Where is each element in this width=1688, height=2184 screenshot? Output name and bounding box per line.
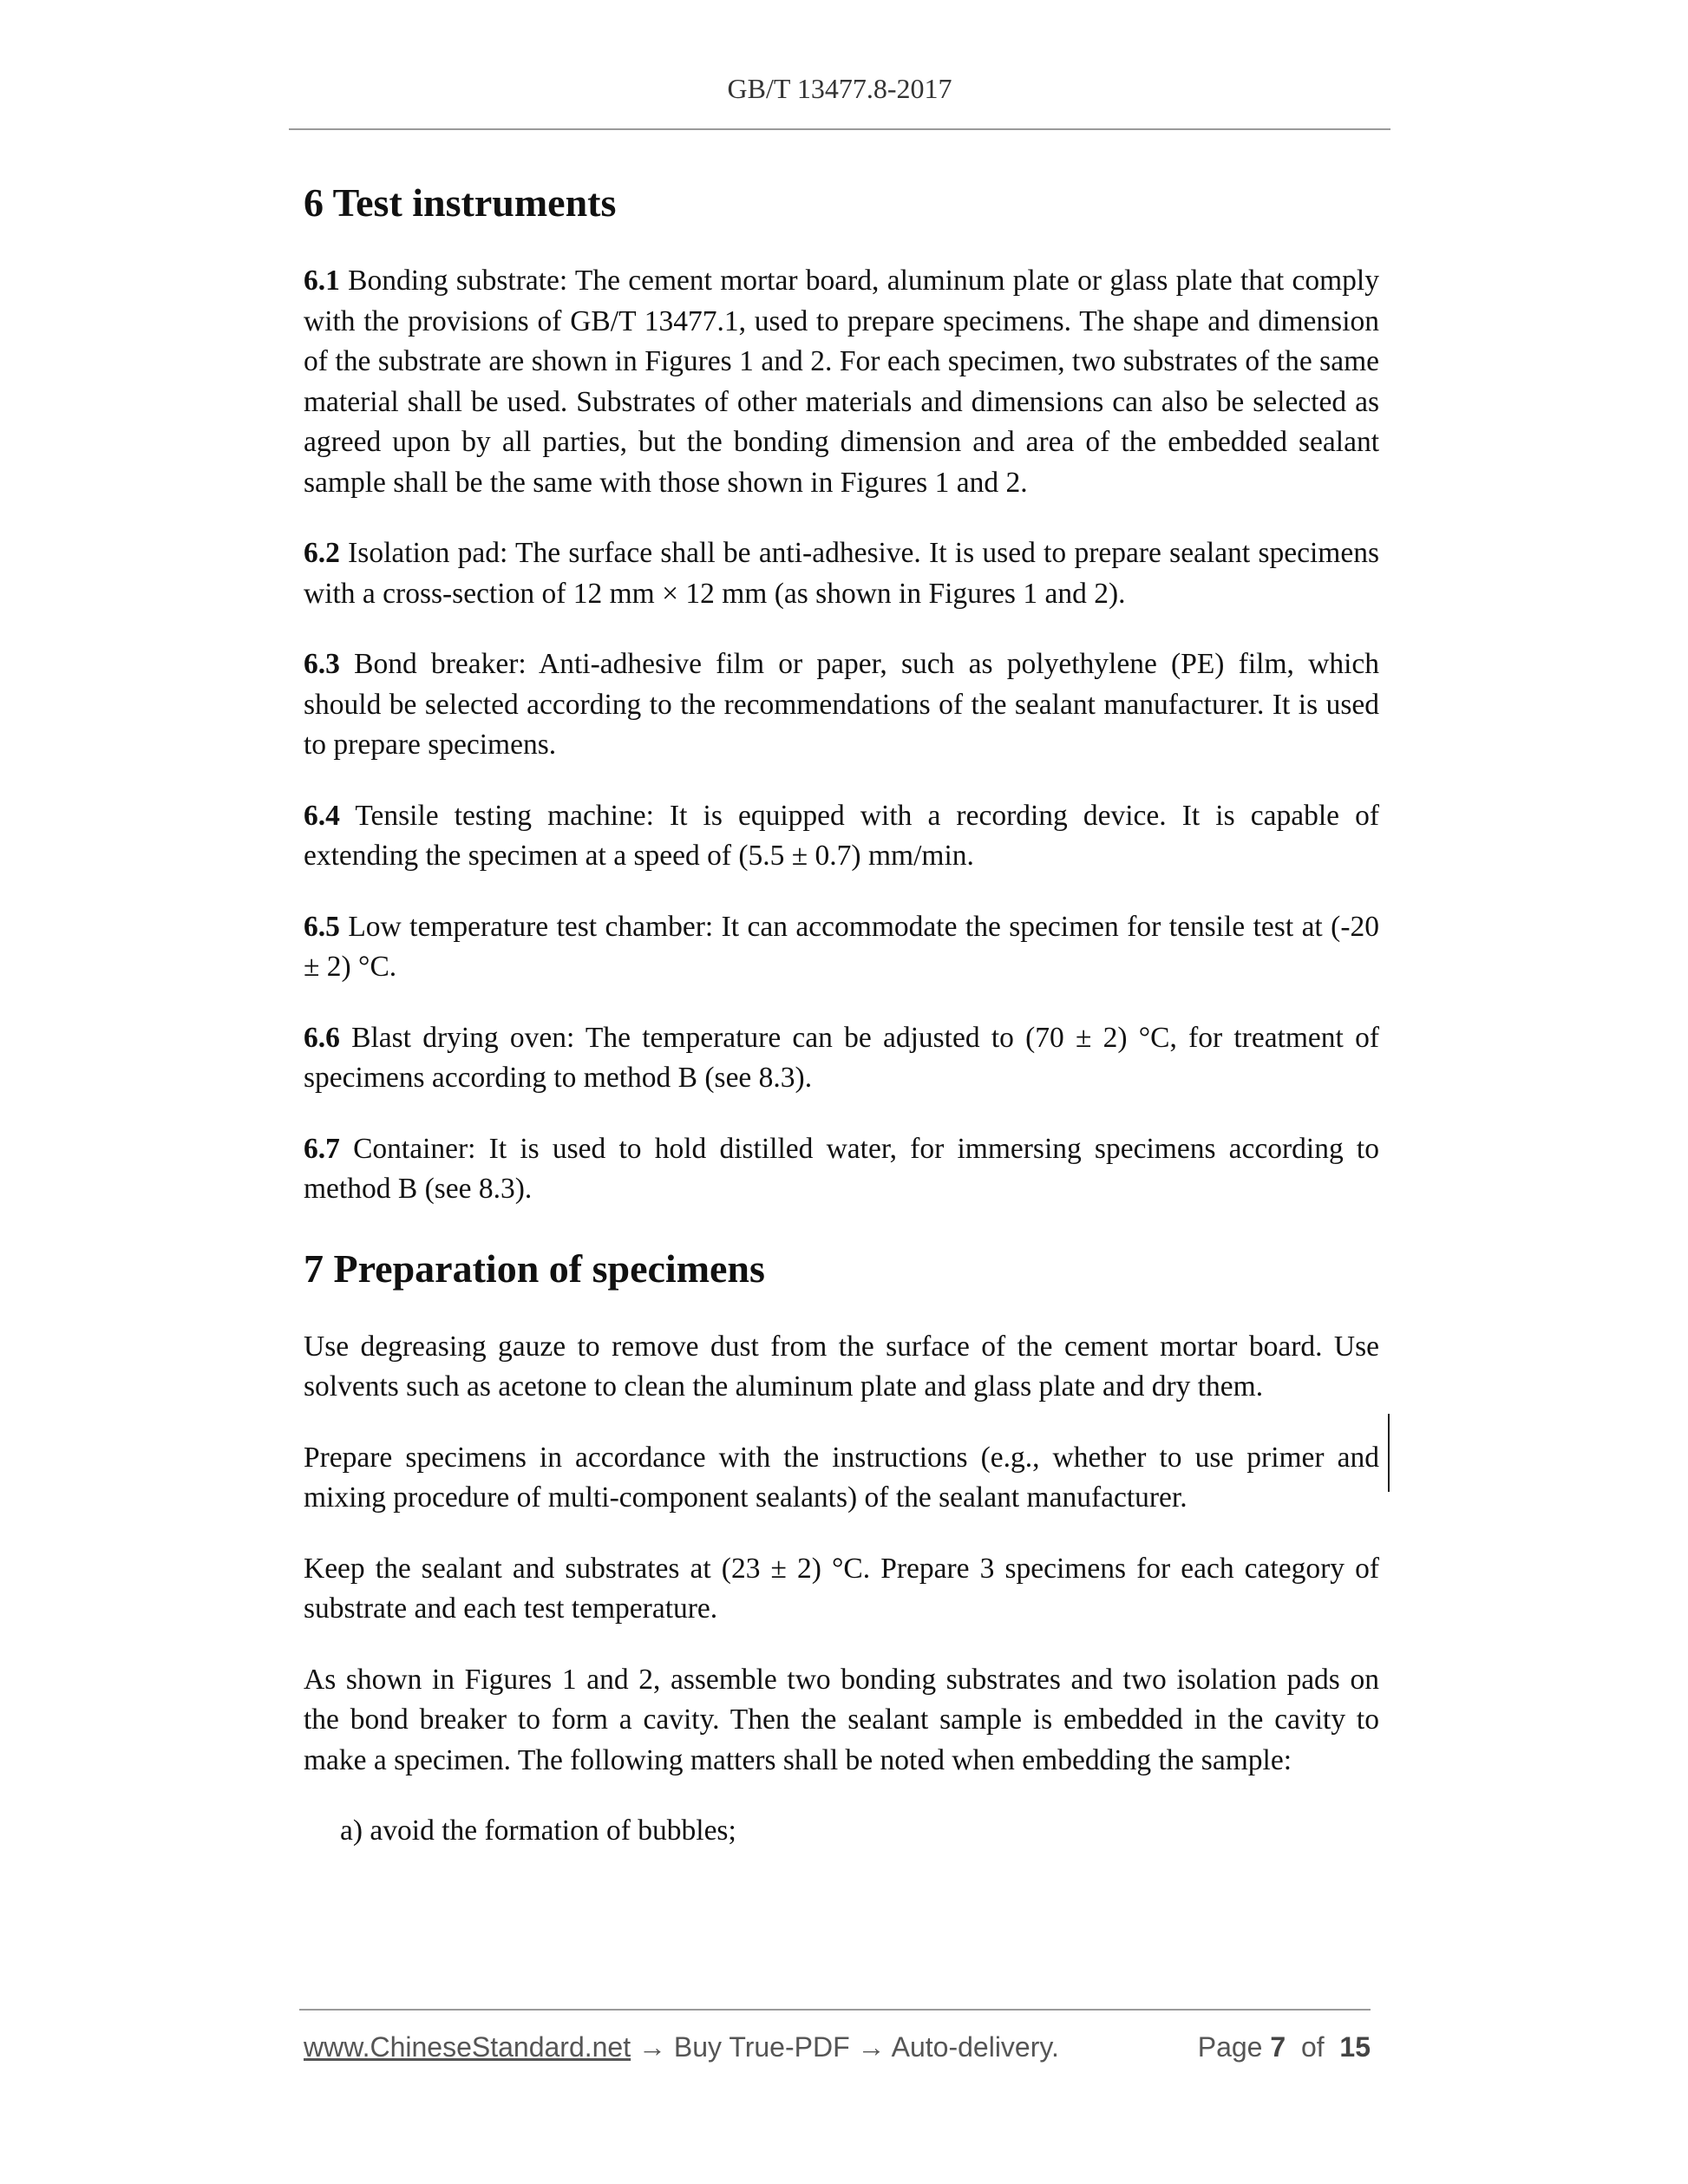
- footer-divider: [299, 2009, 1371, 2011]
- clause-text: Container: It is used to hold distilled water, for immersing specimens according to method B (see 8.3).: [304, 1132, 1379, 1206]
- clause-number: 6.5: [304, 910, 340, 943]
- clause-number: 6.2: [304, 537, 340, 570]
- footer-promo-text: → Buy True-PDF → Auto-delivery.: [631, 2031, 1059, 2063]
- clause-number: 6.1: [304, 265, 340, 298]
- clause-number: 6.4: [304, 799, 340, 832]
- section-7-paragraph: As shown in Figures 1 and 2, assemble two bonding substrates and two isolation pads on the bond breaker to form a cavity. Then the sealant sample is embedded in the cavity to make a specimen. The following matters shall be noted when embedding the sample:: [304, 1663, 1379, 1776]
- clause-6-2: [304, 533, 1379, 614]
- clause-number: 6.6: [304, 1021, 340, 1054]
- clause-6-7: [304, 1129, 1379, 1210]
- list-item: a) avoid the formation of bubbles;: [340, 1815, 736, 1847]
- page-label: Page: [1197, 2031, 1263, 2063]
- revision-change-bar: [1388, 1414, 1390, 1492]
- clause-6-6: [304, 1018, 1379, 1099]
- page-number: [1198, 2031, 1371, 2063]
- chinesestandard-link[interactable]: www.ChineseStandard.net: [304, 2031, 631, 2063]
- clause-text: Isolation pad: The surface shall be anti-adhesive. It is used to prepare sealant specimens with a cross-section of 12 mm × 12 mm (as shown in Figures 1 and 2).: [304, 537, 1379, 610]
- clause-6-1: [304, 261, 1379, 503]
- clause-6-5: [304, 907, 1379, 988]
- clause-text: Blast drying oven: The temperature can be adjusted to (70 ± 2) °C, for treatment of specimens according to method B (see 8.3).: [304, 1021, 1379, 1095]
- footer-promo: [304, 2031, 1059, 2063]
- section-6-heading: 6 Test instruments: [304, 180, 617, 225]
- page-of-label: of: [1300, 2031, 1325, 2063]
- section-7-paragraph: Keep the sealant and substrates at (23 ± 2) °C. Prepare 3 specimens for each category of substrate and each test temperature.: [304, 1552, 1379, 1625]
- clause-text: Tensile testing machine: It is equipped with a recording device. It is capable of extending the specimen at a speed of (5.5 ± 0.7) mm/min.: [304, 799, 1379, 873]
- page-total: 15: [1339, 2031, 1371, 2063]
- section-7-heading: 7 Preparation of specimens: [304, 1246, 765, 1291]
- clause-text: Bond breaker: Anti-adhesive film or paper, such as polyethylene (PE) film, which should be selected according to the recommendations of the sealant manufacturer. It is used to prepare specimens.: [304, 648, 1379, 762]
- document-header: GB/T 13477.8-2017: [727, 73, 952, 104]
- page-content: [304, 165, 1379, 1882]
- section-7-paragraph: Use degreasing gauze to remove dust from the surface of the cement mortar board. Use solvents such as acetone to clean the aluminum plate and glass plate and dry them.: [304, 1330, 1379, 1403]
- clause-number: 6.7: [304, 1132, 340, 1165]
- header-divider: [289, 128, 1390, 130]
- clause-text: Low temperature test chamber: It can accommodate the specimen for tensile test at (-20 ± 2) °C.: [304, 910, 1379, 984]
- clause-number: 6.3: [304, 648, 340, 681]
- page-current: 7: [1270, 2031, 1286, 2063]
- clause-6-3: [304, 644, 1379, 766]
- section-7-paragraph: Prepare specimens in accordance with the instructions (e.g., whether to use primer and mixing procedure of multi-component sealants) of the sealant manufacturer.: [304, 1441, 1379, 1514]
- clause-text: Bonding substrate: The cement mortar board, aluminum plate or glass plate that comply with the provisions of GB/T 13477.1, used to prepare specimens. The shape and dimension of the substrate are shown in Figures 1 and 2. For each specimen, two substrates of the same material shall be used. Substrates of other materials and dimensions can also be selected as agreed upon by all parties, but the bonding dimension and area of the embedded sealant sample shall be the same with those shown in Figures 1 and 2.: [304, 265, 1379, 499]
- clause-6-4: [304, 796, 1379, 877]
